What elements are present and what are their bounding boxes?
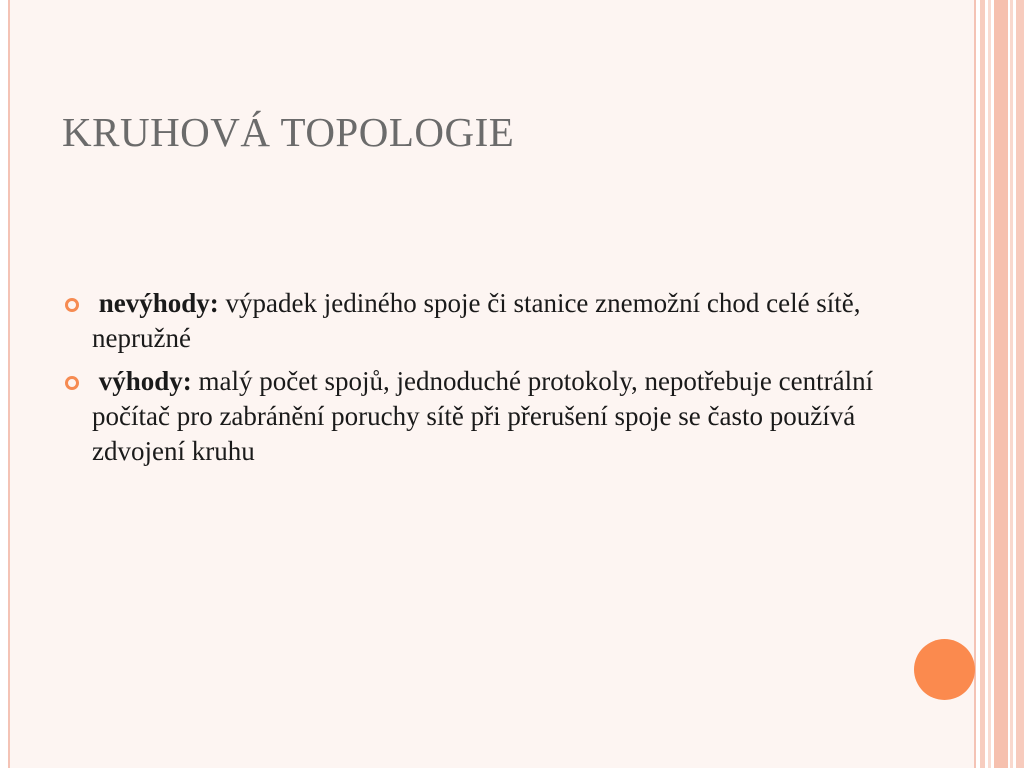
bullet-body: výpadek jediného spoje či stanice znemožní chod celé sítě, nepružné (92, 288, 861, 353)
bullet-label: nevýhody: (98, 288, 219, 318)
bullet-item-advantages (62, 364, 902, 469)
decorative-stripe (1010, 0, 1013, 768)
hollow-circle-bullet-icon (65, 376, 79, 390)
bullet-body: malý počet spojů, jednoduché protokoly, nepotřebuje centrální počítač pro zabránění poruchy sítě při přerušení spoje se často používá zdvojení kruhu (92, 366, 874, 466)
decorative-stripe (994, 0, 1008, 768)
slide-title: KRUHOVÁ TOPOLOGIE (62, 109, 515, 155)
bullet-text (92, 286, 902, 356)
bullet-text (92, 364, 902, 469)
bullet-item-disadvantages (62, 286, 902, 356)
hollow-circle-bullet-icon (65, 298, 79, 312)
decorative-stripe (980, 0, 985, 768)
decorative-stripe (988, 0, 991, 768)
bullet-label: výhody: (98, 366, 192, 396)
bullet-list (62, 286, 902, 477)
filled-circle-icon (914, 639, 975, 700)
decorative-stripe (1016, 0, 1024, 768)
